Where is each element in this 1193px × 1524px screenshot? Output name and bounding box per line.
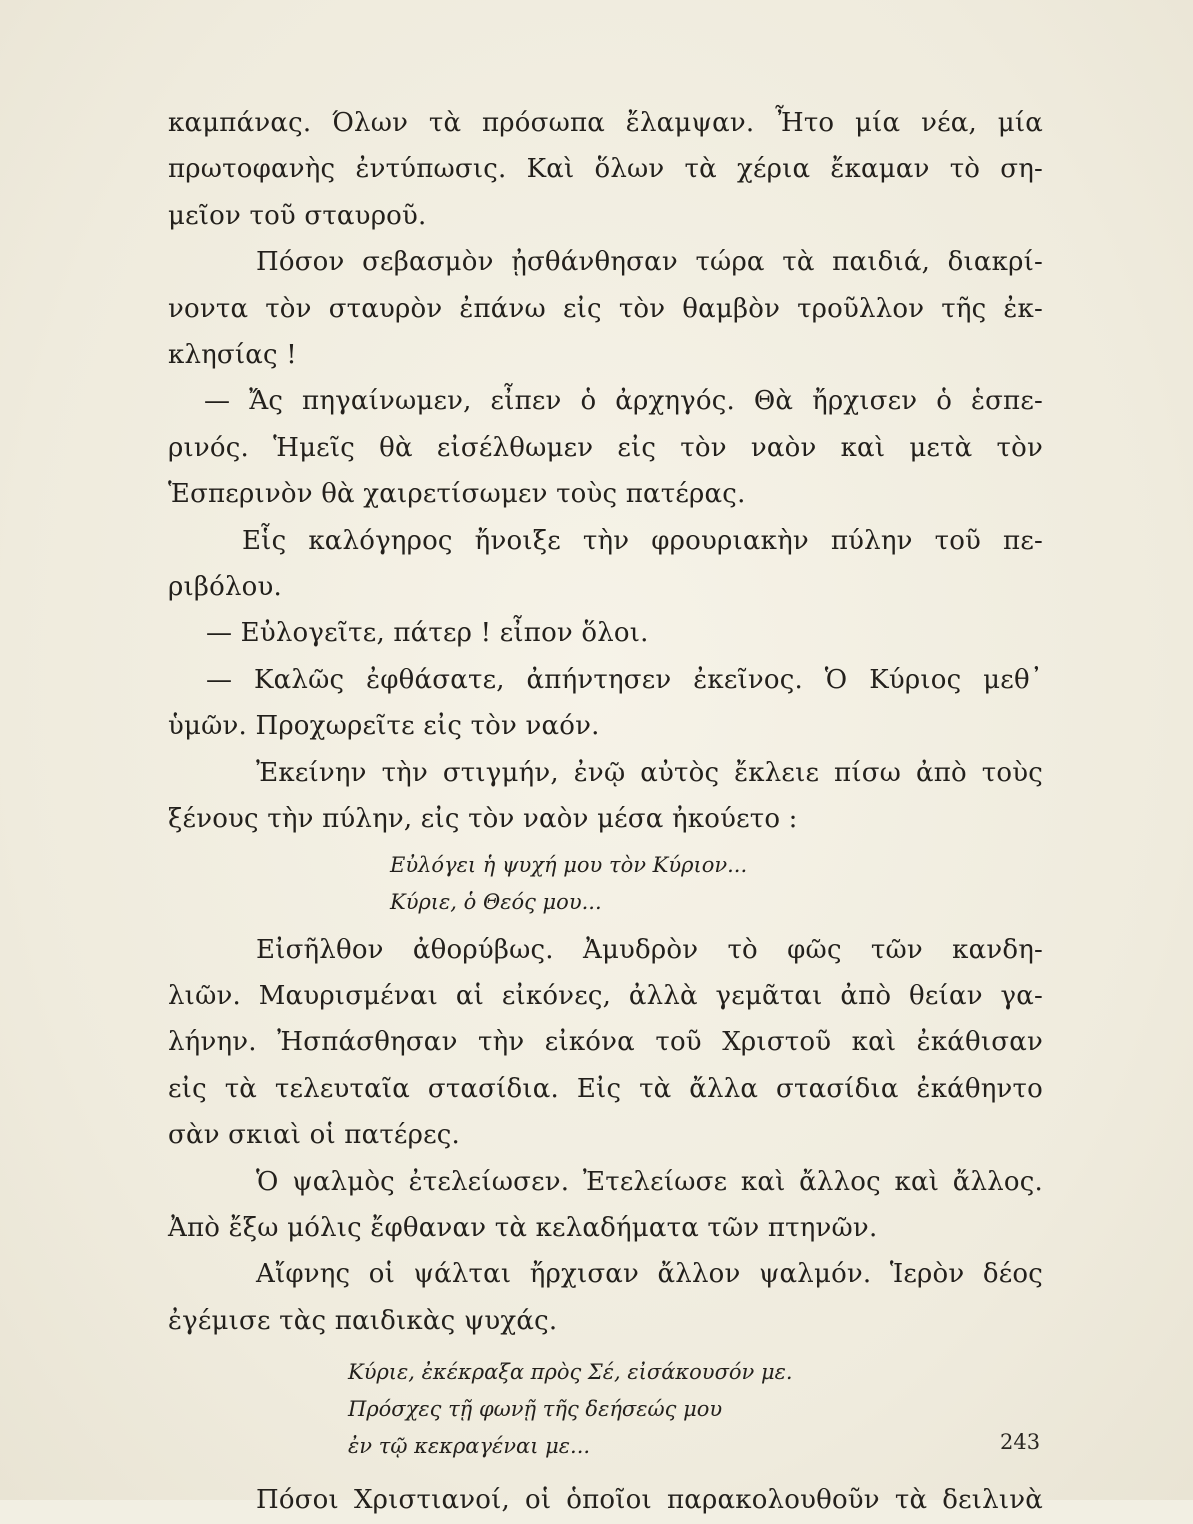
text-line: ριβόλου. <box>168 572 282 603</box>
text-line: Ἐκείνην τὴν στιγμήν, ἐνῷ αὐτὸς ἔκλειε πίσω ἀπὸ τοὺς <box>256 757 1043 788</box>
text-line: — Καλῶς ἐφθάσατε, ἀπήντησεν ἐκεῖνος. Ὁ Κύριος μεθ᾿ <box>206 664 1043 695</box>
psalm-line: Κύριε, ἐκέκραξα πρὸς Σέ, εἰσάκουσόν με. <box>348 1360 793 1385</box>
text-line: νοντα τὸν σταυρὸν ἐπάνω εἰς τὸν θαμβὸν τροῦλλον τῆς ἐκ- <box>168 293 1043 324</box>
text-line: πρωτοφανὴς ἐντύπωσις. Καὶ ὅλων τὰ χέρια ἔκαμαν τὸ ση- <box>168 154 1043 185</box>
paragraph <box>168 100 1043 239</box>
paragraph <box>168 657 1043 750</box>
text-line: ἐγέμισε τὰς παιδικὰς ψυχάς. <box>168 1305 558 1336</box>
psalm-line: Πρόσχες τῇ φωνῇ τῆς δεήσεώς μου <box>348 1397 723 1422</box>
page-number: 243 <box>1000 1430 1041 1454</box>
paragraph <box>168 610 1043 656</box>
text-line: ρινός. Ἡμεῖς θὰ εἰσέλθωμεν εἰς τὸν ναὸν καὶ μετὰ τὸν <box>168 432 1043 463</box>
psalm-line: Εὐλόγει ἡ ψυχή μου τὸν Κύριον... <box>390 852 748 877</box>
text-line: λήνην. Ἠσπάσθησαν τὴν εἰκόνα τοῦ Χριστοῦ καὶ ἐκάθισαν <box>168 1027 1043 1058</box>
paragraph <box>168 378 1043 517</box>
paragraph <box>168 1159 1043 1252</box>
text-line: Εἷς καλόγηρος ἤνοιξε τὴν φρουριακὴν πύλην τοῦ πε- <box>242 525 1043 556</box>
text-line: εἰς τὰ τελευταῖα στασίδια. Εἰς τὰ ἄλλα στασίδια ἐκάθηντο <box>168 1073 1043 1104</box>
text-line: ὑμῶν. Προχωρεῖτε εἰς τὸν ναόν. <box>168 711 600 742</box>
psalm-quote <box>168 1354 1043 1465</box>
paragraph <box>168 1477 1043 1523</box>
psalm-line: Κύριε, ὁ Θεός μου... <box>390 889 602 914</box>
text-line: Αἴφνης οἱ ψάλται ἤρχισαν ἄλλον ψαλμόν. Ἱερὸν δέος <box>256 1259 1043 1290</box>
text-line: κλησίας ! <box>168 340 297 371</box>
text-line: Εἰσῆλθον ἀθορύβως. Ἀμυδρὸν τὸ φῶς τῶν κανδη- <box>256 934 1043 965</box>
paragraph <box>168 239 1043 378</box>
text-line: λιῶν. Μαυρισμέναι αἱ εἰκόνες, ἀλλὰ γεμᾶται ἀπὸ θείαν γα- <box>168 980 1043 1011</box>
text-line: μεῖον τοῦ σταυροῦ. <box>168 200 427 231</box>
paragraph <box>168 927 1043 1159</box>
text-line: ξένους τὴν πύλην, εἰς τὸν ναὸν μέσα ἠκούετο : <box>168 804 798 835</box>
text-line: καμπάνας. Όλων τὰ πρόσωπα ἔλαμψαν. Ἦτο μία νέα, μία <box>168 108 1043 138</box>
text-line: Ἀπὸ ἔξω μόλις ἔφθαναν τὰ κελαδήματα τῶν πτηνῶν. <box>168 1212 878 1243</box>
text-line: σὰν σκιαὶ οἱ πατέρες. <box>168 1120 460 1151</box>
page-body-text <box>168 100 1043 1524</box>
text-line: Πόσον σεβασμὸν ᾐσθάνθησαν τώρα τὰ παιδιά, διακρί- <box>256 247 1043 278</box>
psalm-quote <box>168 847 1043 921</box>
text-line: — Εὐλογεῖτε, πάτερ ! εἶπον ὅλοι. <box>206 618 649 649</box>
text-line: — Ἄς πηγαίνωμεν, εἶπεν ὁ ἀρχηγός. Θὰ ἤρχισεν ὁ ἑσπε- <box>204 386 1043 417</box>
text-line: Ὁ ψαλμὸς ἐτελείωσεν. Ἐτελείωσε καὶ ἄλλος καὶ ἄλλος. <box>256 1166 1043 1197</box>
paragraph <box>168 1251 1043 1344</box>
text-line: Πόσοι Χριστιανοί, οἱ ὁποῖοι παρακολουθοῦν τὰ δειλινὰ <box>256 1485 1043 1516</box>
paragraph <box>168 518 1043 611</box>
psalm-line: ἐν τῷ κεκραγέναι με... <box>348 1434 591 1459</box>
paragraph <box>168 750 1043 843</box>
text-line: Ἑσπερινὸν θὰ χαιρετίσωμεν τοὺς πατέρας. <box>168 479 746 510</box>
